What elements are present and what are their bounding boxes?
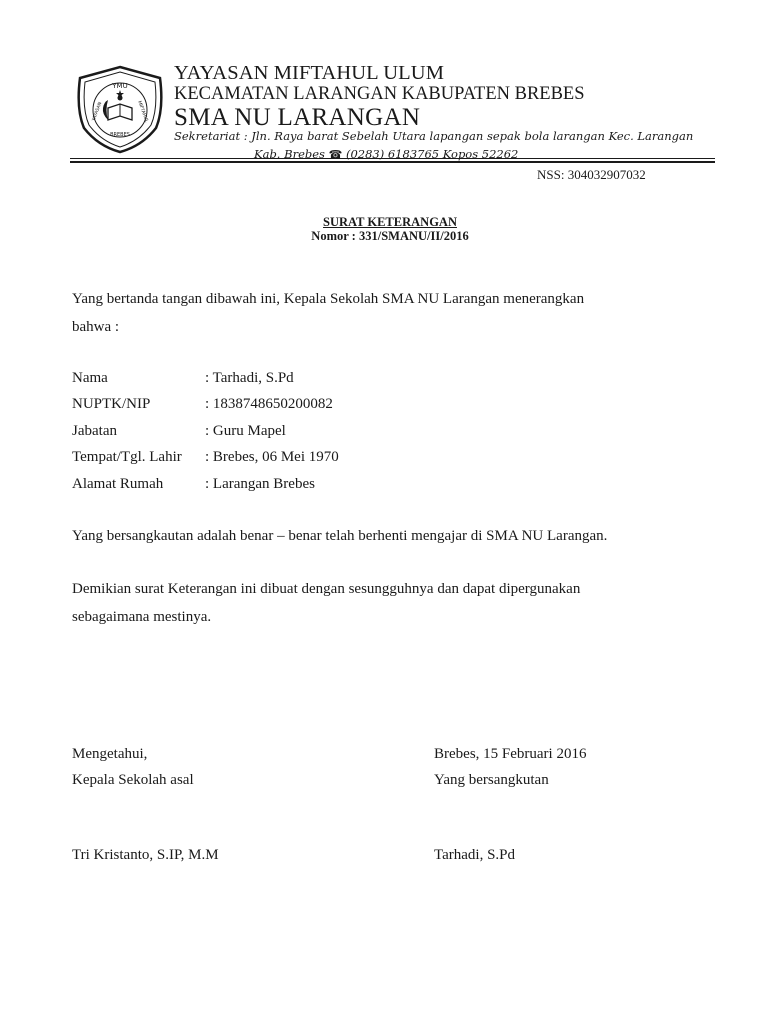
intro-paragraph: [72, 285, 584, 341]
logo-ring-text: YMU: [112, 82, 128, 90]
field-label: Tempat/Tgl. Lahir: [72, 449, 182, 466]
school-emblem-icon: [72, 64, 168, 154]
letterhead-titles: [174, 62, 734, 131]
field-row: [72, 471, 339, 498]
field-label: NUPTK/NIP: [72, 396, 151, 413]
acknowledged-label: Mengetahui,: [72, 746, 148, 762]
field-label: Jabatan: [72, 422, 117, 439]
address-line-1: Sekretariat : Jln. Raya barat Sebelah Utara lapangan sepak bola larangan Kec. Larangan: [174, 129, 694, 143]
address-city: Kab. Brebes: [254, 147, 325, 161]
closing-line-1: Demikian surat Keterangan ini dibuat dengan sesungguhnya dan dapat dipergunakan: [72, 581, 581, 597]
foundation-name: YAYASAN MIFTAHUL ULUM: [174, 62, 445, 84]
principal-title: Kepala Sekolah asal: [72, 772, 194, 788]
closing-line-2: sebagaimana mestinya.: [72, 609, 212, 625]
intro-line-2: bahwa :: [72, 319, 120, 335]
signature-block-right: [434, 741, 586, 793]
identity-fields: [72, 365, 339, 498]
logo-side-right: MIFTAHUL: [136, 100, 149, 124]
telephone-icon: ☎: [328, 148, 343, 161]
field-value: : Tarhadi, S.Pd: [205, 369, 294, 386]
district-name: KECAMATAN LARANGAN KABUPATEN BREBES: [174, 84, 585, 104]
concerned-party-label: Yang bersangkutan: [434, 772, 549, 788]
field-label: Nama: [72, 369, 108, 386]
letter-title: SURAT KETERANGAN: [323, 215, 457, 229]
letter-number: Nomor : 331/SMANU/II/2016: [311, 229, 469, 243]
letterhead-divider-thick: [70, 161, 715, 163]
field-value: : Guru Mapel: [205, 422, 286, 439]
field-row: [72, 445, 339, 472]
field-row: [72, 365, 339, 392]
field-label: Alamat Rumah: [72, 475, 164, 492]
field-value: : 1838748650200082: [205, 396, 333, 413]
logo-bottom-text: BREBES: [110, 132, 130, 138]
address-phone: (0283) 6183765 Kopos 52262: [345, 147, 519, 161]
field-value: : Brebes, 06 Mei 1970: [205, 449, 339, 466]
field-value: : Larangan Brebes: [205, 475, 315, 492]
field-row: [72, 392, 339, 419]
closing-paragraph: [72, 575, 580, 631]
intro-line-1: Yang bertanda tangan dibawah ini, Kepala Sekolah SMA NU Larangan menerangkan: [72, 291, 585, 307]
school-nss: NSS: 304032907032: [537, 167, 646, 182]
place-date: Brebes, 15 Februari 2016: [434, 746, 587, 762]
logo-side-left: YAYASAN: [91, 101, 104, 123]
signature-block-left: [72, 741, 194, 793]
concerned-party-name: Tarhadi, S.Pd: [434, 847, 516, 863]
letterhead-divider-thin: [70, 158, 715, 159]
statement-paragraph: Yang bersangkautan adalah benar – benar telah berhenti mengajar di SMA NU Larangan.: [72, 528, 608, 544]
field-row: [72, 418, 339, 445]
school-name: SMA NU LARANGAN: [174, 104, 421, 131]
principal-name: Tri Kristanto, S.IP, M.M: [72, 847, 219, 863]
